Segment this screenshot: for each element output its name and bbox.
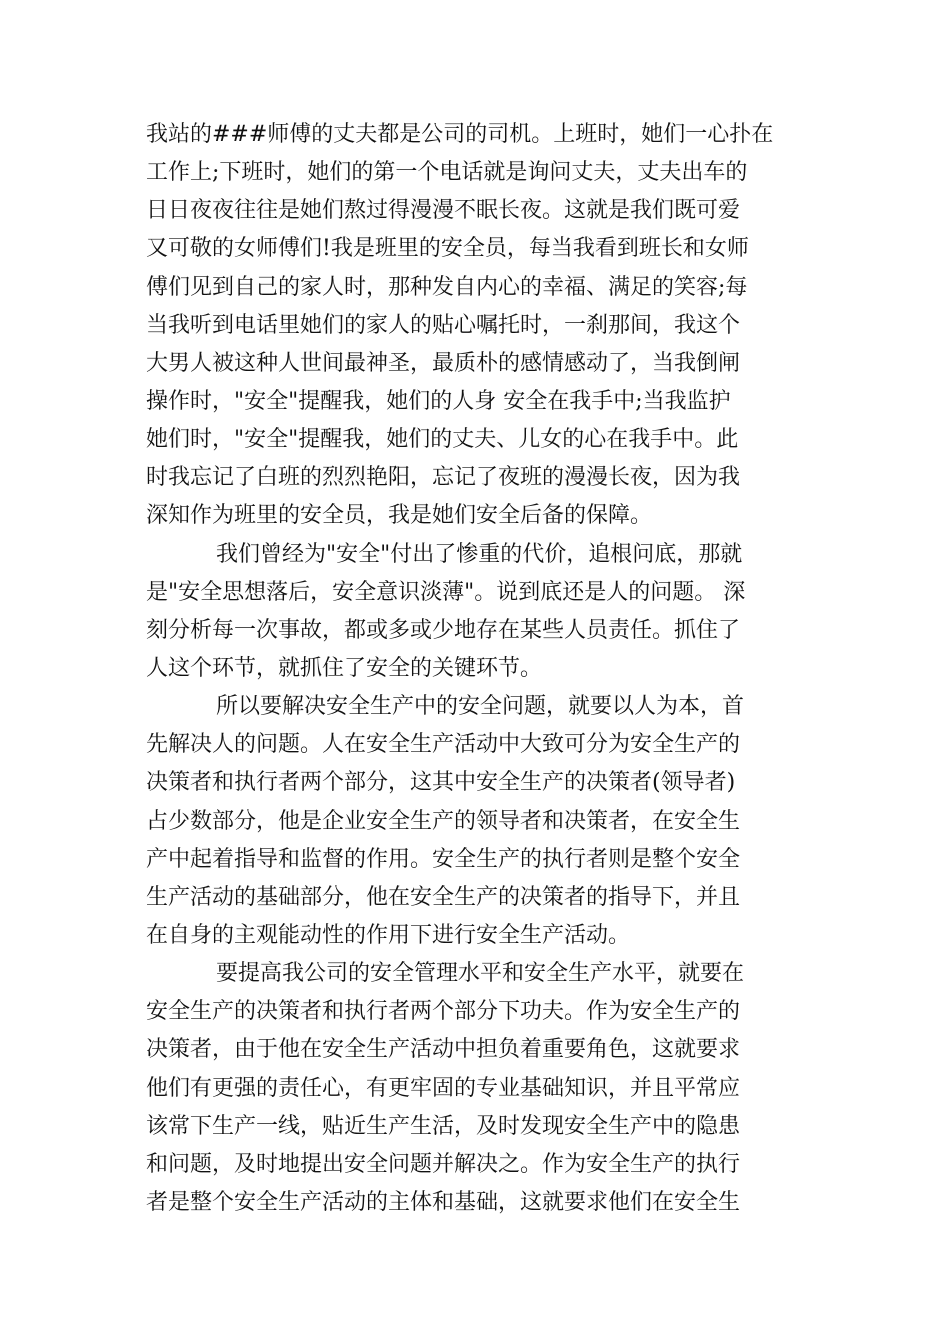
text-line: 决策者，由于他在安全生产活动中担负着重要角色，这就要求: [146, 1037, 741, 1063]
document-body: [146, 116, 796, 1222]
text-line: 工作上;下班时，她们的第一个电话就是询问丈夫，丈夫出车的: [146, 160, 748, 186]
text-line: 安全生产的决策者和执行者两个部分下功夫。作为安全生产的: [146, 999, 741, 1025]
text-line: 我站的###师傅的丈夫都是公司的司机。上班时，她们一心扑在: [146, 122, 774, 147]
text-line: 者是整个安全生产活动的主体和基础，这就要求他们在安全生: [146, 1189, 741, 1215]
paragraph-first-line: 要提高我公司的安全管理水平和安全生产水平，就要在: [216, 961, 745, 987]
text-line: 时我忘记了白班的烈烈艳阳，忘记了夜班的漫漫长夜，因为我: [146, 465, 741, 491]
text-line: 生产活动的基础部分，他在安全生产的决策者的指导下，并且: [146, 884, 741, 910]
text-line: 傅们见到自己的家人时，那种发自内心的幸福、满足的笑容;每: [146, 274, 748, 300]
paragraph-first-line: 我们曾经为"安全"付出了惨重的代价，追根问底，那就: [216, 541, 743, 567]
text-line: 刻分析每一次事故，都或多或少地存在某些人员责任。抓住了: [146, 617, 741, 643]
text-line: 又可敬的女师傅们!我是班里的安全员，每当我看到班长和女师: [146, 236, 749, 262]
text-line: 该常下生产一线，贴近生产生活，及时发现安全生产中的隐患: [146, 1113, 741, 1139]
text-line: 是"安全思想落后，安全意识淡薄"。说到底还是人的问题。 深: [146, 579, 746, 605]
text-line: 人这个环节，就抓住了安全的关键环节。: [146, 655, 543, 681]
text-line: 她们时，"安全"提醒我，她们的丈夫、儿女的心在我手中。此: [146, 427, 739, 453]
text-line: 他们有更强的责任心，有更牢固的专业基础知识，并且平常应: [146, 1075, 741, 1101]
text-line: 当我听到电话里她们的家人的贴心嘱托时，一刹那间，我这个: [146, 312, 741, 338]
text-line: 大男人被这种人世间最神圣，最质朴的感情感动了，当我倒闸: [146, 350, 741, 376]
paragraph-first-line: 所以要解决安全生产中的安全问题，就要以人为本，首: [216, 694, 745, 720]
text-line: 产中起着指导和监督的作用。安全生产的执行者则是整个安全: [146, 846, 741, 872]
text-line: 日日夜夜往往是她们熬过得漫漫不眠长夜。这就是我们既可爱: [146, 198, 741, 224]
text-line: 深知作为班里的安全员，我是她们安全后备的保障。: [146, 503, 653, 529]
text-line: 决策者和执行者两个部分，这其中安全生产的决策者(领导者): [146, 770, 736, 796]
text-line: 占少数部分，他是企业安全生产的领导者和决策者，在安全生: [146, 808, 741, 834]
text-line: 和问题，及时地提出安全问题并解决之。作为安全生产的执行: [146, 1151, 741, 1177]
text-line: 操作时，"安全"提醒我，她们的人身 安全在我手中;当我监护: [146, 388, 731, 414]
text-line: 在自身的主观能动性的作用下进行安全生产活动。: [146, 922, 631, 948]
text-line: 先解决人的问题。人在安全生产活动中大致可分为安全生产的: [146, 732, 741, 758]
